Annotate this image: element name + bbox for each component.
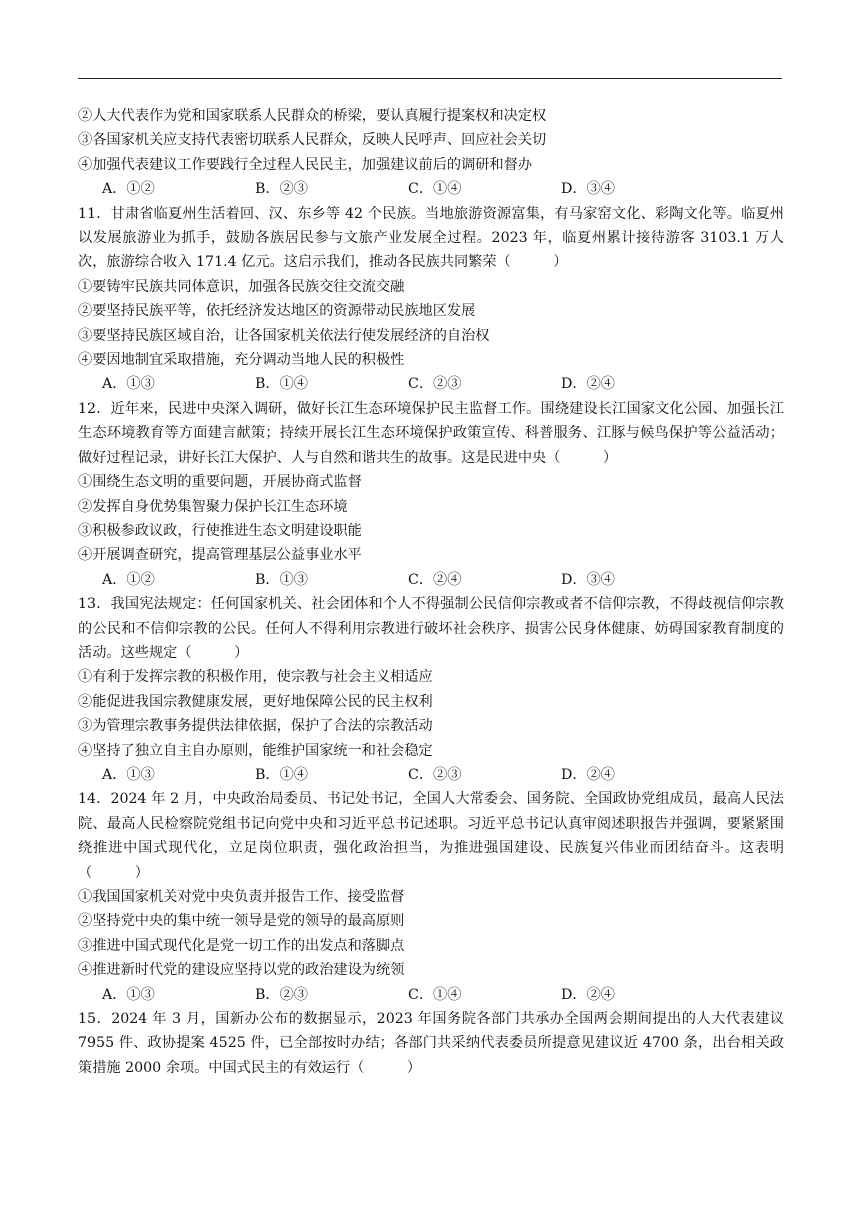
option-a: A．①③ [102, 376, 155, 393]
answer-options [78, 763, 784, 787]
option-d: D．③④ [561, 571, 615, 588]
option-c: C．②③ [408, 766, 462, 783]
statement: ③推进中国式现代化是党一切工作的出发点和落脚点 [78, 937, 405, 954]
answer-options [78, 568, 784, 592]
statement: ④加强代表建议工作要践行全过程人民民主，加强建议前后的调研和督办 [78, 156, 533, 173]
statement: ②要坚持民族平等，依托经济发达地区的资源带动民族地区发展 [78, 303, 476, 320]
statement: ①要铸牢民族共同体意识，加强各民族交往交流交融 [78, 278, 405, 295]
statement: ①有利于发挥宗教的积极作用，使宗教与社会主义相适应 [78, 669, 433, 686]
option-c: C．②③ [408, 376, 462, 393]
option-a: A．①③ [102, 986, 155, 1003]
question-stem: 15．2024 年 3 月，国新办公布的数据显示，2023 年国务院各部门共承办全国两会期间提出的人大代表建议 7955 件、政协提案 4525 件，已全部按时办结；各部门共采纳代表委员所提意见建议近 4700 条，出台相关政策措施 2000 余项。中国式民主的有效运行（ ） [78, 1011, 784, 1076]
option-b: B．①④ [255, 766, 308, 783]
option-a: A．①② [102, 181, 155, 198]
question-10-continued [78, 104, 784, 202]
question-14 [78, 787, 784, 1007]
question-stem: 12．近年来，民进中央深入调研，做好长江生态环境保护民主监督工作。围绕建设长江国家文化公园、加强长江生态环境教育等方面建言献策；持续开展长江生态环境保护政策宣传、科普服务、江豚与候鸟保护等公益活动；做好过程记录，讲好长江大保护、人与自然和谐共生的故事。这是民进中央（ ） [78, 400, 784, 466]
option-b: B．②③ [255, 181, 308, 198]
option-d: D．②④ [561, 766, 615, 783]
option-d: D．②④ [561, 376, 615, 393]
statement: ④坚持了独立自主自办原则，能维护国家统一和社会稳定 [78, 742, 433, 759]
option-b: B．①③ [255, 571, 308, 588]
exam-page-content [78, 104, 784, 1080]
option-c: C．②④ [408, 571, 462, 588]
statement: ②能促进我国宗教健康发展，更好地保障公民的民主权利 [78, 693, 433, 710]
statement: ①围绕生态文明的重要问题，开展协商式监督 [78, 474, 362, 491]
statement: ①我国国家机关对党中央负责并报告工作、接受监督 [78, 889, 405, 905]
option-b: B．②③ [255, 986, 308, 1003]
question-15 [78, 1007, 784, 1080]
answer-options [78, 983, 784, 1007]
question-13 [78, 592, 784, 787]
statement: ③为管理宗教事务提供法律依据，保护了合法的宗教活动 [78, 718, 433, 735]
option-c: C．①④ [408, 181, 462, 198]
statement: ②坚持党中央的集中统一领导是党的领导的最高原则 [78, 913, 405, 930]
option-c: C．①④ [408, 986, 462, 1003]
question-11 [78, 202, 784, 397]
question-12 [78, 397, 784, 592]
question-stem: 13．我国宪法规定：任何国家机关、社会团体和个人不得强制公民信仰宗教或者不信仰宗教，不得歧视信仰宗教的公民和不信仰宗教的公民。任何人不得利用宗教进行破坏社会秩序、损害公民身体健康、妨碍国家教育制度的活动。这些规定（ ） [78, 596, 784, 661]
statement: ④要因地制宜采取措施，充分调动当地人民的积极性 [78, 352, 405, 369]
answer-options [78, 177, 784, 201]
question-stem: 14．2024 年 2 月，中央政治局委员、书记处书记，全国人大常委会、国务院、全国政协党组成员，最高人民法院、最高人民检察院党组书记向党中央和习近平总书记述职。习近平总书记认真审阅述职报告并强调，要紧紧围绕推进中国式现代化，立足岗位职责，强化政治担当，为推进强国建设、民族复兴伟业而团结奋斗。这表明（ ） [78, 791, 784, 881]
statement: ②人大代表作为党和国家联系人民群众的桥梁，要认真履行提案权和决定权 [78, 108, 547, 124]
answer-options [78, 372, 784, 396]
statement: ②发挥自身优势集智聚力保护长江生态环境 [78, 498, 348, 515]
statement: ④推进新时代党的建设应坚持以党的政治建设为统领 [78, 962, 405, 979]
statement: ③各国家机关应支持代表密切联系人民群众，反映人民呼声、回应社会关切 [78, 132, 547, 149]
option-a: A．①② [102, 571, 155, 588]
option-d: D．③④ [561, 181, 615, 198]
statement: ③要坚持民族区域自治，让各国家机关依法行使发展经济的自治权 [78, 327, 490, 344]
statement: ③积极参政议政，行使推进生态文明建设职能 [78, 522, 362, 539]
option-b: B．①④ [255, 376, 308, 393]
option-d: D．②④ [561, 986, 615, 1003]
question-stem: 11．甘肃省临夏州生活着回、汉、东乡等 42 个民族。当地旅游资源富集，有马家窑文化、彩陶文化等。临夏州以发展旅游业为抓手，鼓励各族居民参与文旅产业发展全过程。2023 年，临夏州累计接待游客 3103.1 万人次，旅游综合收入 171.4 亿元。这启示我们，推动各民族共同繁荣（ ） [78, 205, 784, 271]
statement: ④开展调查研究，提高管理基层公益事业水平 [78, 547, 362, 564]
header-rule [78, 78, 782, 79]
option-a: A．①③ [102, 766, 155, 783]
